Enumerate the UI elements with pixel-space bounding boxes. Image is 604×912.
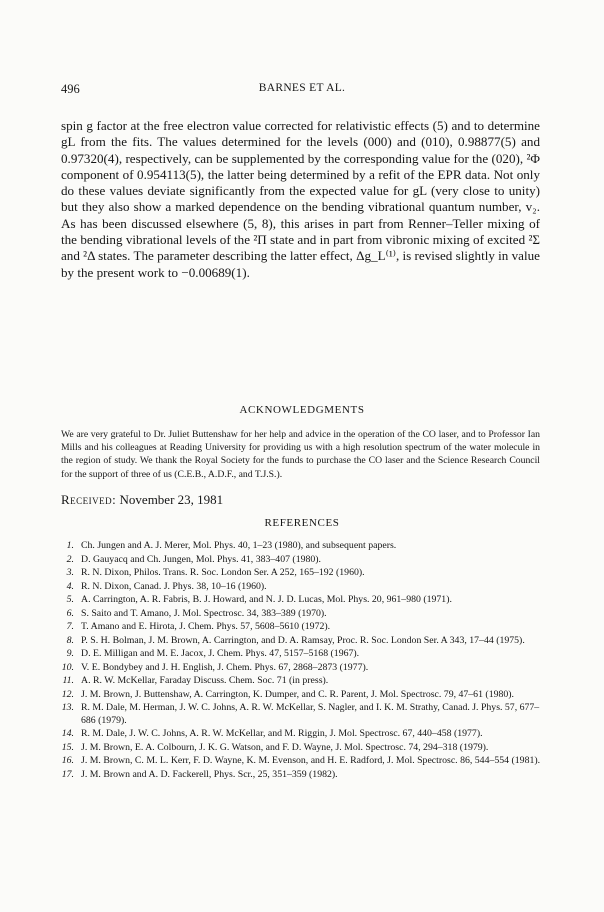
reference-number: 1. bbox=[66, 540, 74, 551]
reference-number: 14. bbox=[61, 728, 74, 740]
reference-text: Ch. Jungen and A. J. Merer, Mol. Phys. 40, 1–23 (1980), and subsequent papers. bbox=[81, 540, 397, 551]
reference-text: R. N. Dixon, Philos. Trans. R. Soc. London Ser. A 252, 165–192 (1960). bbox=[81, 567, 365, 578]
acknowledgments-text: We are very grateful to Dr. Juliet Buttenshaw for her help and advice in the operation of the CO laser, and to Professor Ian Mills and his colleagues at Reading University for providing us with a high resolution spectrum of the water molecule in the region of study. We thank the Royal Society for the funds to purchase the CO laser and the Science Research Council for the support of three of us (C.E.B., A.D.F., and T.J.S.). bbox=[61, 429, 540, 480]
reference-text: A. R. W. McKellar, Faraday Discuss. Chem. Soc. 71 (in press). bbox=[81, 675, 329, 686]
reference-number: 3. bbox=[66, 567, 74, 578]
reference-text: A. Carrington, A. R. Fabris, B. J. Howard, and N. J. D. Lucas, Mol. Phys. 20, 961–980 (1971). bbox=[81, 594, 452, 605]
reference-number: 6. bbox=[66, 607, 74, 619]
reference-number: 2. bbox=[66, 553, 74, 565]
reference-item bbox=[61, 635, 541, 648]
reference-item bbox=[61, 608, 541, 621]
reference-item bbox=[61, 554, 541, 567]
reference-number: 13. bbox=[61, 702, 74, 713]
reference-number: 4. bbox=[66, 580, 74, 592]
reference-number: 9. bbox=[66, 648, 74, 659]
reference-number: 7. bbox=[66, 621, 74, 632]
acknowledgments-heading: ACKNOWLEDGMENTS bbox=[239, 404, 365, 416]
running-head: BARNES ET AL. bbox=[258, 82, 346, 94]
reference-text: R. M. Dale, M. Herman, J. W. C. Johns, A. R. W. McKellar, S. Nagler, and I. K. M. Strathy, Canad. J. Phys. 57, 677–686 (1979). bbox=[81, 702, 540, 726]
reference-item bbox=[61, 689, 541, 702]
reference-text: J. M. Brown, C. M. L. Kerr, F. D. Wayne, K. M. Evenson, and H. E. Radford, J. Mol. Spectrosc. 86, 544–554 (1981). bbox=[81, 755, 541, 767]
reference-item bbox=[61, 540, 541, 553]
reference-number: 17. bbox=[61, 768, 74, 780]
reference-text: V. E. Bondybey and J. H. English, J. Chem. Phys. 67, 2868–2873 (1977). bbox=[81, 661, 369, 673]
reference-item bbox=[61, 742, 541, 755]
received-line bbox=[61, 492, 223, 508]
body-paragraph: spin g factor at the free electron value corrected for relativistic effects (5) and to determine gL from the fits. The values determined for the levels (000) and (010), 0.98877(5) and 0.97320(4), respectively, can be supplemented by the corresponding value for the (020), ²Φ component of 0.954113(5), the latter being determined by a refit of the EPR data. Not only do these values deviate significantly from the expected value for gL (very close to unity) but they also show a marked dependence on the bending vibrational quantum number, v₂. As has been discussed elsewhere (5, 8), this arises in part from Renner–Teller mixing of the bending vibrational levels of the ²Π state and in part from vibronic mixing of excited ²Σ and ²Δ states. The parameter describing the latter effect, Δg_L⁽¹⁾, is revised slightly in value by the present work to −0.00689(1). bbox=[61, 118, 540, 280]
reference-item bbox=[61, 675, 541, 688]
reference-number: 15. bbox=[61, 741, 74, 753]
references-list bbox=[61, 540, 541, 782]
reference-number: 5. bbox=[66, 594, 74, 605]
reference-text: P. S. H. Bolman, J. M. Brown, A. Carrington, and D. A. Ramsay, Proc. R. Soc. London Ser. A 343, 17–44 (1975). bbox=[81, 634, 525, 646]
reference-text: S. Saito and T. Amano, J. Mol. Spectrosc. 34, 383–389 (1970). bbox=[81, 607, 327, 619]
reference-text: R. N. Dixon, Canad. J. Phys. 38, 10–16 (1960). bbox=[81, 580, 267, 592]
reference-text: R. M. Dale, J. W. C. Johns, A. R. W. McKellar, and M. Riggin, J. Mol. Spectrosc. 67, 440–458 (1977). bbox=[81, 728, 483, 740]
reference-number: 10. bbox=[61, 661, 74, 673]
reference-item bbox=[61, 702, 541, 728]
reference-number: 16. bbox=[61, 755, 74, 767]
reference-item bbox=[61, 581, 541, 594]
reference-text: J. M. Brown and A. D. Fackerell, Phys. Scr., 25, 351–359 (1982). bbox=[81, 768, 338, 780]
reference-item bbox=[61, 769, 541, 782]
received-label: Received: bbox=[61, 492, 117, 507]
reference-item bbox=[61, 662, 541, 675]
reference-item bbox=[61, 755, 541, 768]
reference-item bbox=[61, 728, 541, 741]
received-date: November 23, 1981 bbox=[119, 492, 224, 507]
reference-number: 11. bbox=[62, 675, 74, 686]
reference-text: D. Gauyacq and Ch. Jungen, Mol. Phys. 41, 383–407 (1980). bbox=[81, 553, 322, 565]
reference-text: T. Amano and E. Hirota, J. Chem. Phys. 57, 5608–5610 (1972). bbox=[81, 621, 331, 632]
reference-text: J. M. Brown, E. A. Colbourn, J. K. G. Watson, and F. D. Wayne, J. Mol. Spectrosc. 74, 294–318 (1979). bbox=[81, 741, 489, 753]
reference-text: D. E. Milligan and M. E. Jacox, J. Chem. Phys. 47, 5157–5168 (1967). bbox=[81, 648, 360, 659]
page-number: 496 bbox=[61, 82, 80, 96]
reference-item bbox=[61, 621, 541, 634]
reference-number: 12. bbox=[61, 688, 74, 700]
reference-item bbox=[61, 567, 541, 580]
reference-text: J. M. Brown, J. Buttenshaw, A. Carrington, K. Dumper, and C. R. Parent, J. Mol. Spectrosc. 79, 47–61 (1980). bbox=[81, 688, 514, 700]
reference-item bbox=[61, 594, 541, 607]
references-heading: REFERENCES bbox=[264, 517, 340, 529]
reference-item bbox=[61, 648, 541, 661]
reference-number: 8. bbox=[66, 634, 74, 646]
